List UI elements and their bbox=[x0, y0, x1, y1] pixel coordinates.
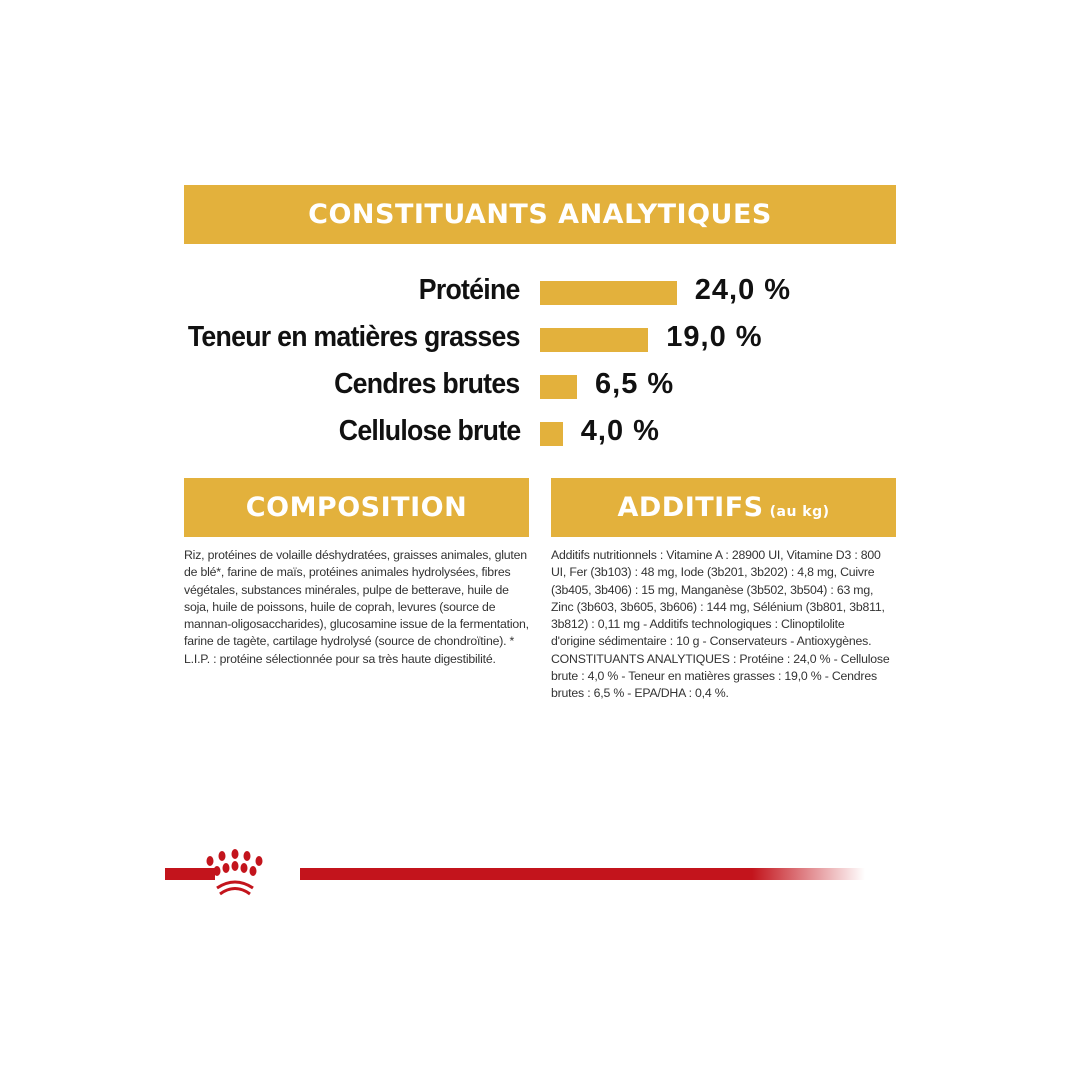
constituent-value: 6,5 % bbox=[595, 368, 675, 400]
royal-canin-crown-icon bbox=[165, 848, 865, 898]
composition-header bbox=[184, 478, 529, 537]
additifs-unit: (au kg) bbox=[769, 503, 830, 520]
constituent-label: Teneur en matières grasses bbox=[188, 321, 520, 353]
constituent-value: 24,0 % bbox=[694, 274, 792, 306]
constituent-value: 4,0 % bbox=[580, 415, 660, 447]
constituent-row bbox=[0, 321, 1080, 361]
additifs-header bbox=[551, 478, 896, 537]
constituent-label: Cendres brutes bbox=[334, 368, 520, 400]
constituent-row bbox=[0, 415, 1080, 455]
additifs-text: Additifs nutritionnels : Vitamine A : 28900 UI, Vitamine D3 : 800 UI, Fer (3b103) : 48 mg, Iode (3b201, 3b202) : 4,8 mg, Cuivre (3b405, 3b406) : 15 mg, Manganèse (3b502, 3b504) : 63 mg, Zinc (3b603, 3b605, 3b606) : 144 mg, Sélénium (3b801, 3b811, 3b812) : 0,11 mg - Additifs technologiques : Clinoptilolite d'origine sédimentaire : 10 g - Conservateurs - Antioxygènes. CONSTITUANTS ANALYTIQUES : Protéine : 24,0 % - Cellulose brute : 4,0 % - Teneur en matières grasses : 19,0 % - Cendres brutes : 6,5 % - EPA/DHA : 0,4 %. bbox=[551, 548, 890, 701]
constituent-label: Cellulose brute bbox=[338, 415, 520, 447]
constituents-title: CONSTITUANTS ANALYTIQUES bbox=[308, 199, 772, 230]
constituent-bar bbox=[540, 328, 648, 352]
constituent-row bbox=[0, 274, 1080, 314]
constituent-label: Protéine bbox=[419, 274, 520, 306]
constituents-header bbox=[184, 185, 896, 244]
composition-text: Riz, protéines de volaille déshydratées, graisses animales, gluten de blé*, farine de maïs, protéines animales hydrolysées, fibres végétales, substances minérales, pulpe de betterave, huile de soja, huile de poissons, huile de coprah, levures (source de mannan-oligosaccharides), glucosamine issue de la fermentation, farine de tagète, cartilage hydrolysé (source de chondroïtine). * L.I.P. : protéine sélectionnée pour sa très haute digestibilité. bbox=[184, 548, 529, 666]
composition-title: COMPOSITION bbox=[245, 492, 468, 523]
constituent-bar bbox=[540, 422, 563, 446]
constituent-row bbox=[0, 368, 1080, 408]
constituent-bar bbox=[540, 375, 577, 399]
constituent-value: 19,0 % bbox=[666, 321, 763, 353]
constituent-bar bbox=[540, 281, 677, 305]
additifs-title: ADDITIFS bbox=[617, 492, 764, 523]
